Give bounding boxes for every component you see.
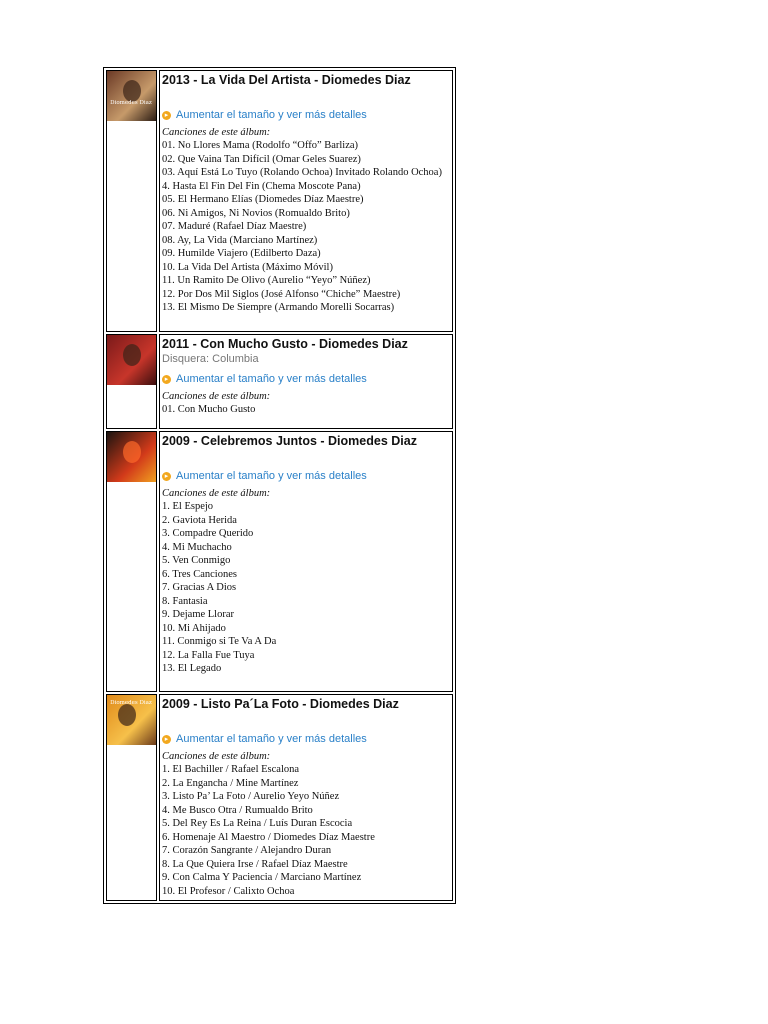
song-item: 7. Corazón Sangrante / Alejandro Duran [162, 845, 332, 856]
songs-heading: Canciones de este álbum: [162, 391, 271, 402]
song-item: 7. Gracias A Dios [162, 582, 237, 593]
album-cover-cell [106, 694, 157, 901]
label-spacer [162, 712, 450, 728]
song-item: 08. Ay, La Vida (Marciano Martínez) [162, 234, 318, 246]
song-item: 9. Con Calma Y Paciencia / Marciano Martínez [162, 872, 362, 883]
album-table [103, 67, 456, 904]
album-cover-image[interactable] [107, 695, 156, 745]
album-list [106, 70, 453, 901]
song-list [162, 403, 450, 417]
song-item: 10. La Vida Del Artista (Máximo Móvil) [162, 261, 333, 273]
album-cover-image[interactable] [107, 335, 156, 385]
album-info-cell [159, 334, 453, 429]
song-item: 5. Del Rey Es La Reina / Luís Duran Escocia [162, 818, 353, 829]
album-row [106, 334, 453, 429]
album-row [106, 694, 453, 901]
details-link[interactable] [162, 732, 450, 746]
song-item: 03. Aquí Está Lo Tuyo (Rolando Ochoa) Invitado Rolando Ochoa) 4. Hasta El Fin Del Fin (Chema Moscote Pana) [162, 167, 442, 192]
album-cover-cell [106, 334, 157, 429]
song-item: 2. Gaviota Herida [162, 514, 237, 526]
song-item: 11. Un Ramito De Olivo (Aurelio “Yeyo” Núñez) [162, 275, 371, 286]
svg-text:Diomedes Diaz: Diomedes Diaz [110, 100, 152, 106]
arrow-bullet-icon: ▸ [162, 735, 171, 744]
song-item: 09. Humilde Viajero (Edilberto Daza) [162, 248, 321, 259]
song-item: 4. Me Busco Otra / Rumualdo Brito [162, 804, 313, 816]
album-label: Disquera: Columbia [162, 353, 259, 365]
song-item: 13. El Mismo De Siempre (Armando Morelli Socarras) [162, 302, 395, 313]
album-cover-image[interactable] [107, 432, 156, 482]
details-link[interactable] [162, 469, 450, 483]
arrow-bullet-icon: ▸ [162, 111, 171, 120]
songs-heading: Canciones de este álbum: [162, 488, 271, 499]
album-cover-cell [106, 431, 157, 692]
album-title: 2009 - Listo Pa´La Foto - Diomedes Diaz [162, 697, 399, 711]
details-link[interactable] [162, 108, 450, 122]
song-item: 13. El Legado [162, 663, 222, 674]
album-row [106, 431, 453, 692]
song-item: 8. La Que Quiera Irse / Rafael Díaz Maestre [162, 858, 348, 870]
album-info-cell [159, 70, 453, 332]
song-item: 12. Por Dos Mil Siglos (José Alfonso “Chiche” Maestre) [162, 288, 401, 300]
song-item: 3. Compadre Querido [162, 528, 254, 539]
album-row [106, 70, 453, 332]
song-item: 10. Mi Ahijado [162, 622, 226, 634]
details-link-label[interactable]: Aumentar el tamaño y ver más detalles [176, 109, 367, 121]
songs-heading: Canciones de este álbum: [162, 127, 271, 138]
songs-heading: Canciones de este álbum: [162, 751, 271, 762]
song-item: 9. Dejame Llorar [162, 609, 235, 620]
song-list [162, 763, 450, 898]
album-title: 2009 - Celebremos Juntos - Diomedes Diaz [162, 434, 417, 448]
song-item: 4. Mi Muchacho [162, 541, 232, 553]
details-link-label[interactable]: Aumentar el tamaño y ver más detalles [176, 373, 367, 385]
song-item: 3. Listo Pa’ La Foto / Aurelio Yeyo Núñez [162, 791, 340, 802]
song-item: 12. La Falla Fue Tuya [162, 649, 255, 661]
album-title: 2011 - Con Mucho Gusto - Diomedes Diaz [162, 337, 408, 351]
song-list [162, 139, 450, 315]
song-item: 8. Fantasia [162, 595, 208, 607]
album-cover-image[interactable] [107, 71, 156, 121]
album-cover-cell [106, 70, 157, 332]
song-item: 11. Conmigo si Te Va A Da [162, 636, 277, 647]
details-link-label[interactable]: Aumentar el tamaño y ver más detalles [176, 470, 367, 482]
song-item: 07. Maduré (Rafael Díaz Maestre) [162, 221, 307, 232]
label-spacer [162, 366, 450, 368]
album-info-cell [159, 694, 453, 901]
song-item: 1. El Espejo [162, 501, 214, 512]
song-item: 01. No Llores Mama (Rodolfo “Offo” Barliza) [162, 140, 359, 151]
arrow-bullet-icon: ▸ [162, 472, 171, 481]
song-item: 05. El Hermano Elías (Diomedes Díaz Maestre) [162, 194, 364, 205]
album-info-cell [159, 431, 453, 692]
svg-text:Diomedes Diaz: Diomedes Diaz [110, 700, 152, 706]
song-item: 10. El Profesor / Calixto Ochoa [162, 885, 295, 897]
album-title: 2013 - La Vida Del Artista - Diomedes Diaz [162, 73, 411, 87]
song-item: 01. Con Mucho Gusto [162, 404, 256, 415]
song-item: 5. Ven Conmigo [162, 555, 231, 566]
label-spacer [162, 88, 450, 104]
label-spacer [162, 449, 450, 465]
song-item: 2. La Engancha / Mine Martínez [162, 777, 299, 789]
song-item: 6. Tres Canciones [162, 568, 237, 580]
arrow-bullet-icon: ▸ [162, 375, 171, 384]
song-item: 02. Que Vaina Tan Difícil (Omar Geles Suarez) [162, 153, 361, 165]
details-link[interactable] [162, 372, 450, 386]
song-item: 1. El Bachiller / Rafael Escalona [162, 764, 300, 775]
song-item: 06. Ni Amigos, Ni Novios (Romualdo Brito) [162, 207, 350, 219]
song-list [162, 500, 450, 676]
song-item: 6. Homenaje Al Maestro / Diomedes Díaz Maestre [162, 831, 375, 843]
details-link-label[interactable]: Aumentar el tamaño y ver más detalles [176, 733, 367, 745]
